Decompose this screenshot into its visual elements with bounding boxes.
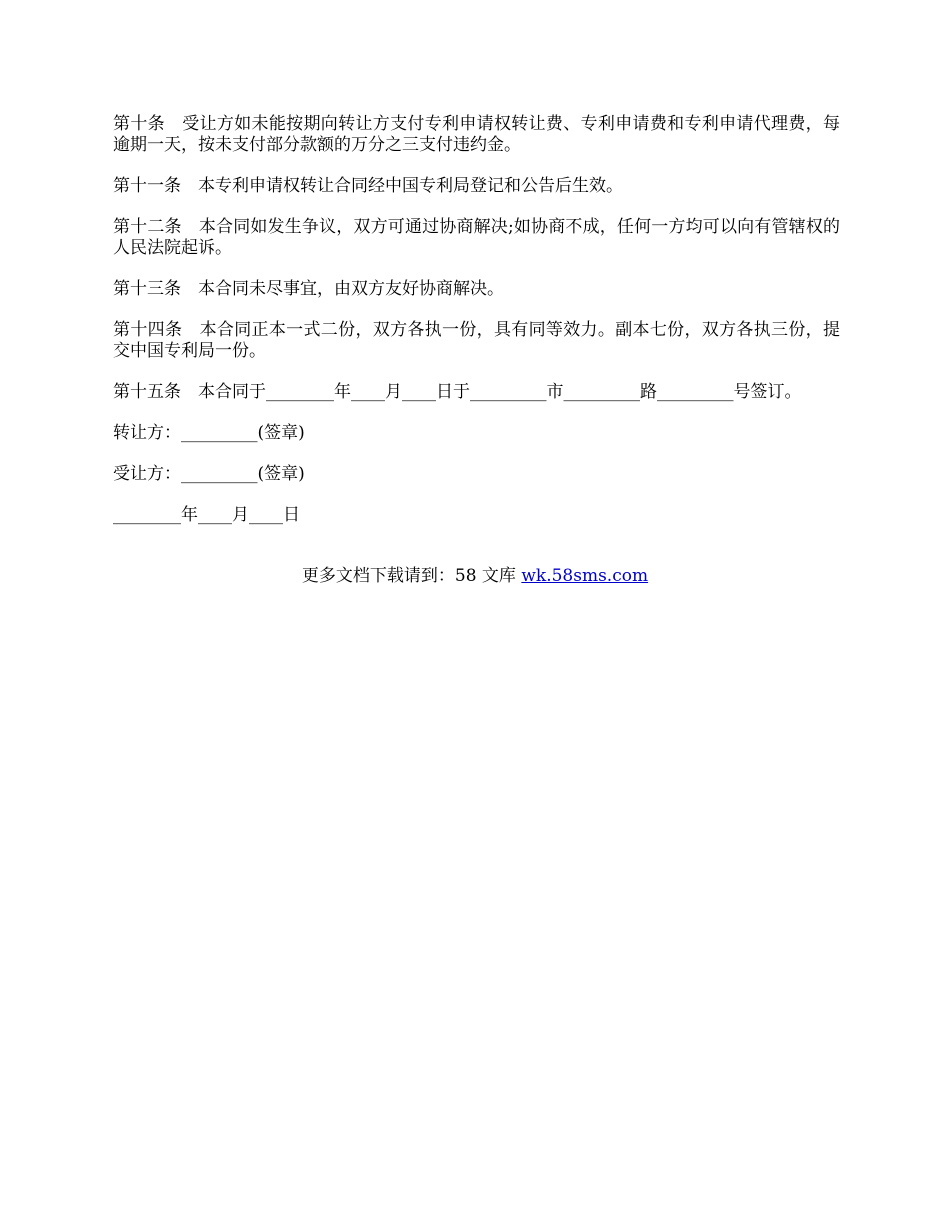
signing-date-line: ________年____月____日: [113, 505, 300, 525]
clause-13: 第十三条 本合同未尽事宜，由双方友好协商解决。: [113, 279, 504, 299]
transferee-signature-line: 受让方：_________(签章): [113, 464, 305, 484]
clause-12: 第十二条 本合同如发生争议，双方可通过协商解决;如协商不成，任何一方均可以向有管辖权的人民法院起诉。: [113, 217, 840, 258]
contract-body: [113, 114, 840, 546]
footer-text: 更多文档下载请到：58 文库: [301, 566, 522, 586]
footer-site-link[interactable]: wk.58sms.com: [521, 566, 649, 586]
download-footer: [0, 565, 950, 587]
clause-15: 第十五条 本合同于________年____月____日于_________市_________路_________号签订。: [113, 382, 802, 402]
clause-11: 第十一条 本专利申请权转让合同经中国专利局登记和公告后生效。: [113, 176, 623, 196]
transferor-signature-line: 转让方：_________(签章): [113, 423, 305, 443]
clause-10: 第十条 受让方如未能按期向转让方支付专利申请权转让费、专利申请费和专利申请代理费，每逾期一天，按未支付部分款额的万分之三支付违约金。: [113, 114, 840, 155]
clause-14: 第十四条 本合同正本一式二份，双方各执一份，具有同等效力。副本七份，双方各执三份，提交中国专利局一份。: [113, 320, 840, 361]
